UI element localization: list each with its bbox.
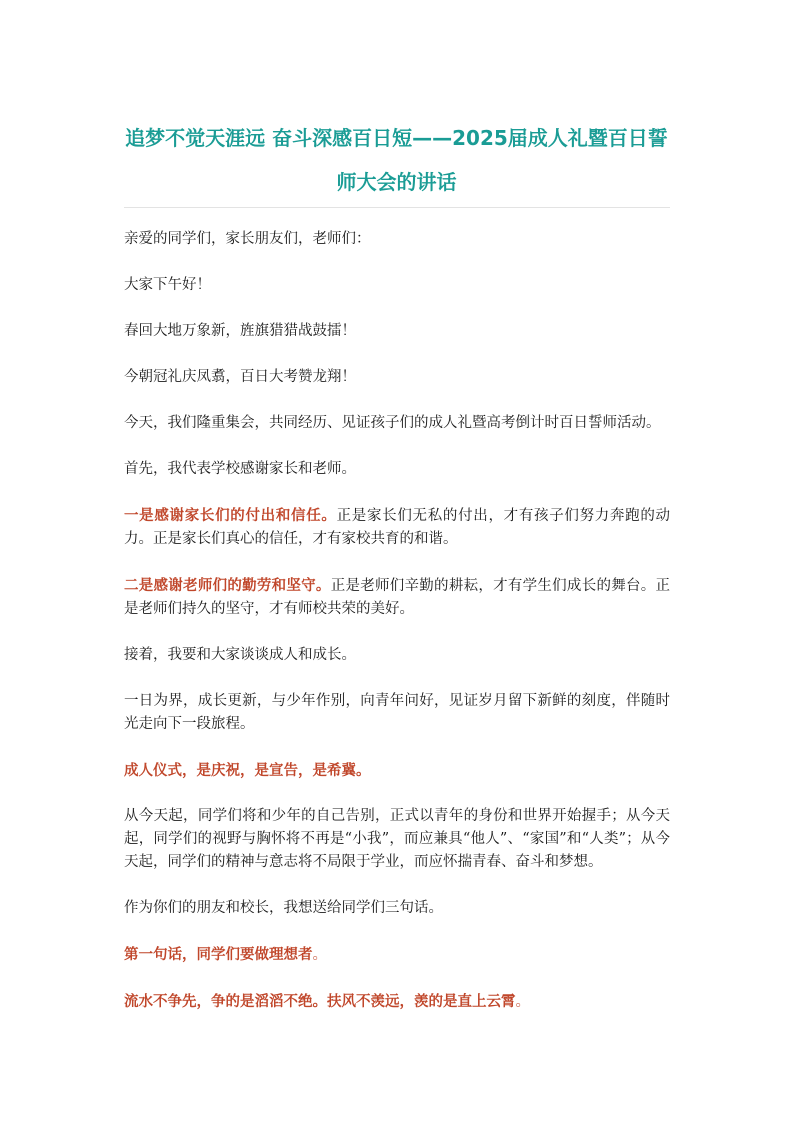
document-body [124, 228, 670, 1037]
highlight-heading: 一是感谢家长们的付出和信任。 [124, 507, 337, 524]
paragraph-thanks-teachers [124, 574, 670, 621]
verse-line-1: 春回大地万象新，旌旗猎猎战鼓擂！ [124, 323, 356, 339]
paragraph-three-sentences: 作为你们的朋友和校长，我想送给同学们三句话。 [124, 900, 443, 916]
paragraph-quote [124, 990, 670, 1014]
highlight-heading: 第一句话，同学们要做理想者 [124, 946, 313, 963]
highlight-heading: 二是感谢老师们的勤劳和坚守。 [124, 577, 331, 594]
highlight-statement: 成人仪式，是庆祝，是宣告，是希冀。 [124, 762, 371, 779]
paragraph-intro: 今天，我们隆重集会，共同经历、见证孩子们的成人礼暨高考倒计时百日誓师活动。 [124, 415, 661, 431]
document-title: 追梦不觉天涯远 奋斗深感百日短——2025届成人礼暨百日誓师大会的讲话 [125, 126, 668, 194]
punctuation: 。 [312, 947, 327, 963]
paragraph-thanks: 首先，我代表学校感谢家长和老师。 [124, 461, 356, 477]
title-divider [124, 207, 670, 208]
verse-line-2: 今朝冠礼庆凤翥，百日大考赞龙翔！ [124, 369, 356, 385]
title-block [120, 116, 673, 204]
paragraph-text: 正是老师们辛勤的耕耘，才有学生们成长的舞台。正是老师们持久的坚守，才有师校共荣的美好。 [124, 578, 671, 617]
paragraph-text: 正是家长们无私的付出，才有孩子们努力奔跑的动力。正是家长们真心的信任，才有家校共育的和谐。 [124, 508, 671, 547]
paragraph-growth: 一日为界，成长更新，与少年作别，向青年问好，见证岁月留下新鲜的刻度，伴随时光走向下一段旅程。 [124, 693, 670, 732]
highlight-quote: 流水不争先，争的是滔滔不绝。扶风不羡远，羡的是直上云霄 [124, 993, 516, 1010]
greeting: 大家下午好！ [124, 277, 211, 293]
paragraph-transition: 接着，我要和大家谈谈成人和成长。 [124, 647, 356, 663]
paragraph-first-sentence [124, 943, 670, 967]
salutation: 亲爱的同学们，家长朋友们，老师们： [124, 231, 371, 247]
paragraph-thanks-parents [124, 504, 670, 551]
punctuation: 。 [515, 994, 530, 1010]
paragraph-from-today: 从今天起，同学们将和少年的自己告别，正式以青年的身份和世界开始握手；从今天起，同学们的视野与胸怀将不再是“小我”，而应兼具“他人”、“家国”和“人类”；从今天起，同学们的精神与意志将不局限于学业，而应怀揣青春、奋斗和梦想。 [124, 808, 670, 870]
